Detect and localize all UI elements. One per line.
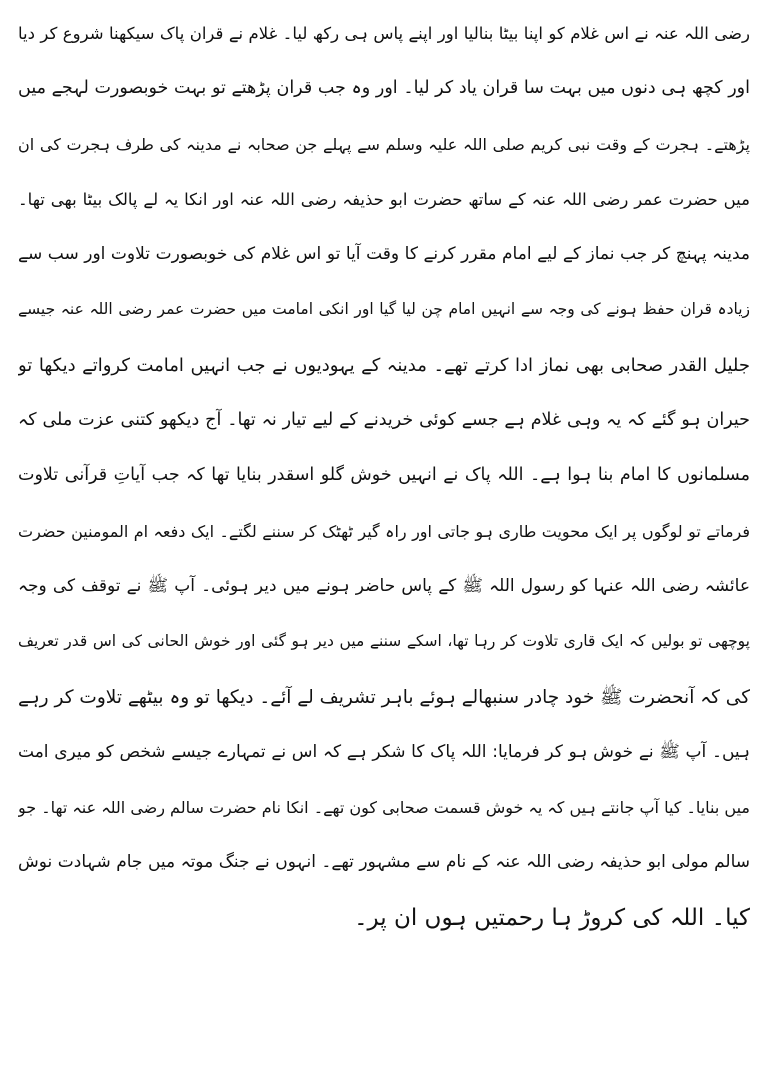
text-line: فرماتے تو لوگوں پر ایک محویت طاری ہو جاتی اور راہ گیر ٹھٹک کر سننے لگتے۔ ایک دفعہ ام المومنین حضرت — [18, 521, 750, 541]
text-line: عائشہ رضی اللہ عنہا کو رسول اللہ ﷺ کے پاس حاضر ہونے میں دیر ہوئی۔ آپ ﷺ نے توقف کی وجہ — [18, 575, 750, 596]
text-line: میں بنایا۔ کیا آپ جانتے ہیں کہ یہ خوش قسمت صحابی کون تھے۔ انکا نام حضرت سالم رضی اللہ عنہ تھا۔ جو — [18, 798, 750, 818]
text-line: سالم مولی ابو حذیفہ رضی اللہ عنہ کے نام سے مشہور تھے۔ انہوں نے جنگ موتہ میں جام شہادت نوش — [18, 852, 750, 873]
text-line: مسلمانوں کا امام بنا ہوا ہے۔ اللہ پاک نے انہیں خوش گلو اسقدر بنایا تھا کہ جب آیاتِ قرآنی تلاوت — [18, 465, 750, 486]
text-line: رضی اللہ عنہ نے اس غلام کو اپنا بیٹا بنالیا اور اپنے پاس ہی رکھ لیا۔ غلام نے قران پاک سیکھنا شروع کر دیا — [18, 24, 750, 43]
text-line: کی کہ آنحضرت ﷺ خود چادر سنبھالے ہوئے باہر تشریف لے آئے۔ دیکھا تو وہ بیٹھے تلاوت کر رہے — [18, 686, 750, 708]
text-line: پوچھی تو بولیں کہ ایک قاری تلاوت کر رہا تھا، اسکے سننے میں دیر ہو گئی اور خوش الحانی کی اس قدر تعریف — [18, 632, 750, 651]
text-line: ہیں۔ آپ ﷺ نے خوش ہو کر فرمایا: اللہ پاک کا شکر ہے کہ اس نے تمہارے جیسے شخص کو میری امت — [18, 741, 750, 762]
text-line: میں حضرت عمر رضی اللہ عنہ کے ساتھ حضرت ابو حذیفہ رضی اللہ عنہ اور انکا یہ لے پالک بیٹا بھی تھا۔ — [18, 189, 750, 209]
text-line: کیا۔ اللہ کی کروڑ ہا رحمتیں ہوں ان پر۔ — [354, 904, 750, 931]
text-line: حیران ہو گئے کہ یہ وہی غلام ہے جسے کوئی خریدنے کے لیے تیار نہ تھا۔ آج دیکھو کتنی عزت ملی کہ — [18, 410, 750, 431]
text-line: اور کچھ ہی دنوں میں بہت سا قران یاد کر لیا۔ اور وہ جب قران پڑھتے تو بہت خوبصورت لہجے میں — [18, 78, 750, 99]
text-line: مدینہ پہنچ کر جب نماز کے لیے امام مقرر کرنے کا وقت آیا تو اس غلام کی خوبصورت تلاوت اور سب سے — [18, 244, 750, 265]
text-line: پڑھتے۔ ہجرت کے وقت نبی کریم صلی اللہ علیہ وسلم سے پہلے جن صحابہ نے مدینہ کی طرف ہجرت کی ان — [18, 134, 750, 154]
text-line: جلیل القدر صحابی بھی نماز ادا کرتے تھے۔ مدینہ کے یہودیوں نے جب انہیں امامت کرواتے دیکھا تو — [18, 354, 750, 376]
text-line: زیادہ قران حفظ ہونے کی وجہ سے انہیں امام چن لیا گیا اور انکی امامت میں حضرت عمر رضی اللہ عنہ جیسے — [18, 300, 750, 319]
